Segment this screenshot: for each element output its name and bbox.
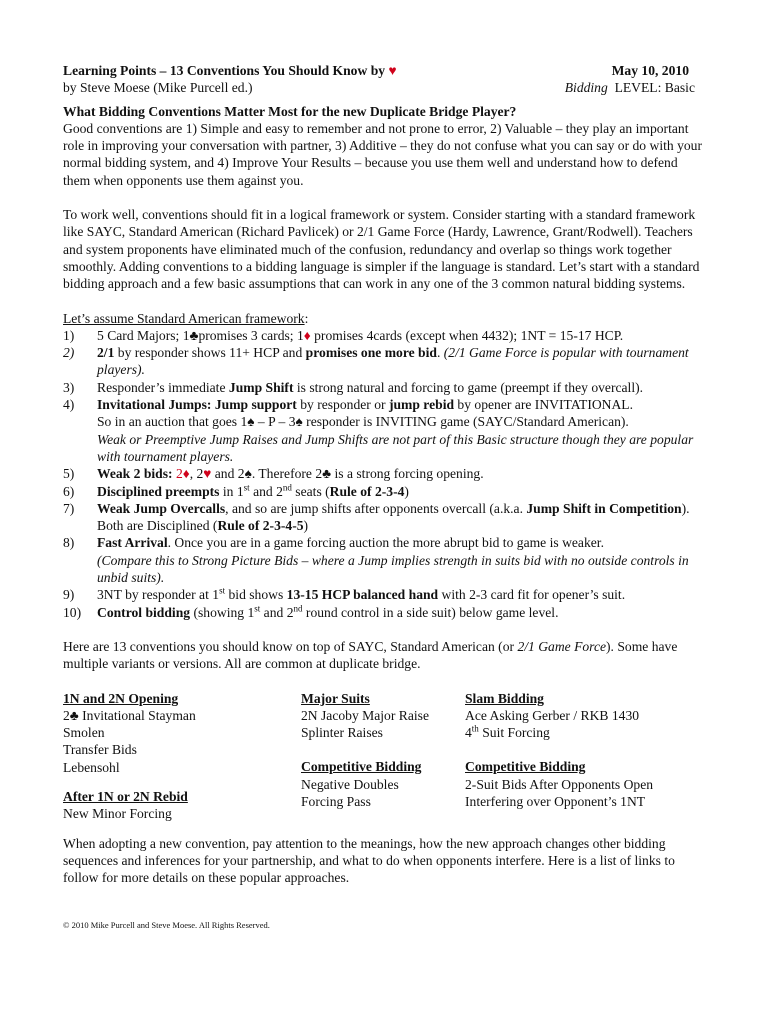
list-item: 4th Suit Forcing	[465, 723, 550, 741]
spade-icon: ♠	[247, 414, 255, 430]
conventions-column-2	[301, 690, 465, 823]
list-item: Splinter Raises	[301, 725, 383, 741]
document-date: May 10, 2010	[611, 63, 689, 78]
list-item: 2♣ Invitational Stayman	[63, 707, 196, 723]
summary-paragraph: Here are 13 conventions you should know on top of SAYC, Standard American (or 2/1 Game Force). Some have multiple variants or versions. All are common at duplicate bridge.	[63, 638, 678, 672]
list-item: Smolen	[63, 725, 105, 741]
column-heading: Slam Bidding	[465, 690, 544, 706]
intro-paragraph-1: Good conventions are 1) Simple and easy to remember and not prone to error, 2) Valuable – they play an important role in improving your conversation with partner, 3) Additive – they do not confuse what you can say or do with your normal bidding system, and 4) Improve Your Results – because you use them well and understand how to defend them when opponents use them against you.	[63, 120, 702, 188]
list-item: Interfering over Opponent’s 1NT	[465, 793, 646, 809]
column-heading: After 1N or 2N Rebid	[63, 788, 188, 804]
list-item: 2-Suit Bids After Opponents Open	[465, 776, 654, 792]
list-item: Transfer Bids	[63, 742, 137, 758]
header-row-1	[63, 62, 703, 79]
list-item: Ace Asking Gerber / RKB 1430	[465, 707, 640, 723]
intro-paragraph-2: To work well, conventions should fit in a logical framework or system. Consider starting with a standard framework like SAYC, Standard American (Richard Pavlicek) or 2/1 Game Force (Hardy, Lawrence, Grant/Rodwell). Teachers and system proponents have eliminated much of the confusion, redundancy and overlap so things work together smoothly. Adding conventions to a bidding language is simpler if the language is standard. Let’s start with a standard bidding approach and a few basic assumptions that can work in any one of the 3 common natural bidding systems.	[63, 207, 700, 292]
section-question: What Bidding Conventions Matter Most for the new Duplicate Bridge Player?	[63, 103, 517, 119]
club-icon: ♣	[322, 466, 332, 482]
list-item: New Minor Forcing	[63, 806, 172, 822]
list-item: 2N Jacoby Major Raise	[301, 707, 429, 723]
spade-icon: ♠	[244, 466, 252, 482]
conventions-table	[63, 690, 703, 823]
header-row-2	[63, 79, 703, 96]
list-item: 7) Weak Jump Overcalls, and so are jump shifts after opponents overcall (a.k.a. Jump Shift in Competition). Both are Disciplined (Rule of 2-3-4-5)	[63, 500, 690, 534]
list-item: 2) 2/1 by responder shows 11+ HCP and promises one more bid. (2/1 Game Force is popular with tournament players).	[63, 345, 689, 378]
column-heading: Major Suits	[301, 690, 370, 706]
club-icon: ♣	[189, 327, 199, 343]
document-title: Learning Points – 13 Conventions You Should Know by ♥	[63, 63, 397, 78]
heart-icon: ♥	[388, 63, 397, 78]
list-item: Forcing Pass	[301, 793, 371, 809]
list-item: Lebensohl	[63, 759, 120, 775]
framework-heading: Let’s assume Standard American framework:	[63, 310, 309, 326]
list-item: 9) 3NT by responder at 1st bid shows 13-15 HCP balanced hand with 2-3 card fit for opener’s suit.	[63, 585, 626, 603]
list-item: 10) Control bidding (showing 1st and 2nd round control in a side suit) below game level.	[63, 603, 559, 620]
document-page	[63, 62, 703, 935]
diamond-icon: ♦	[303, 327, 311, 343]
list-item: 1) 5 Card Majors; 1♣promises 3 cards; 1♦ promises 4cards (except when 4432); 1NT = 15-17 HCP.	[63, 327, 624, 343]
list-item: 4) Invitational Jumps: Jump support by responder or jump rebid by opener are INVITATIONAL. So in an auction that goes 1♠ – P – 3♠ responder is INVITING game (SAYC/Standard American). Weak or Preemptive Jump Raises and Jump Shifts are not part of this Basic structure though they are popular with tournament players.	[63, 397, 694, 464]
level-label: Bidding LEVEL: Basic	[564, 80, 695, 96]
column-heading: Competitive Bidding	[465, 759, 586, 775]
heart-icon: ♥	[203, 466, 212, 482]
spade-icon: ♠	[295, 414, 303, 430]
column-heading: Competitive Bidding	[301, 759, 422, 775]
closing-paragraph: When adopting a new convention, pay attention to the meanings, how the new approach changes other bidding sequences and inferences for your partnership, and what to do when opponents interfere. Here is a list of links to follow for more details on these popular approaches.	[63, 835, 675, 886]
byline: by Steve Moese (Mike Purcell ed.)	[63, 80, 253, 96]
list-item: 5) Weak 2 bids: 2♦, 2♥ and 2♠. Therefore 2♣ is a strong forcing opening.	[63, 466, 484, 482]
list-item: Negative Doubles	[301, 776, 399, 792]
conventions-column-1	[63, 690, 301, 823]
club-icon: 2♣	[63, 707, 79, 723]
framework-list	[63, 327, 703, 621]
column-heading: 1N and 2N Opening	[63, 690, 179, 706]
list-item: 8) Fast Arrival. Once you are in a game forcing auction the more abrupt bid to game is weaker. (Compare this to Strong Picture Bids – where a Jump implies strength in suits bid with no outside controls in unbid suits).	[63, 535, 689, 586]
list-item: 6) Disciplined preempts in 1st and 2nd seats (Rule of 2-3-4)	[63, 482, 409, 499]
copyright-notice: © 2010 Mike Purcell and Steve Moese. All Rights Reserved.	[63, 920, 270, 931]
diamond-icon: 2♦	[175, 466, 190, 482]
list-item: 3) Responder’s immediate Jump Shift is strong natural and forcing to game (preempt if they overcall).	[63, 379, 644, 395]
conventions-column-3	[465, 690, 703, 823]
